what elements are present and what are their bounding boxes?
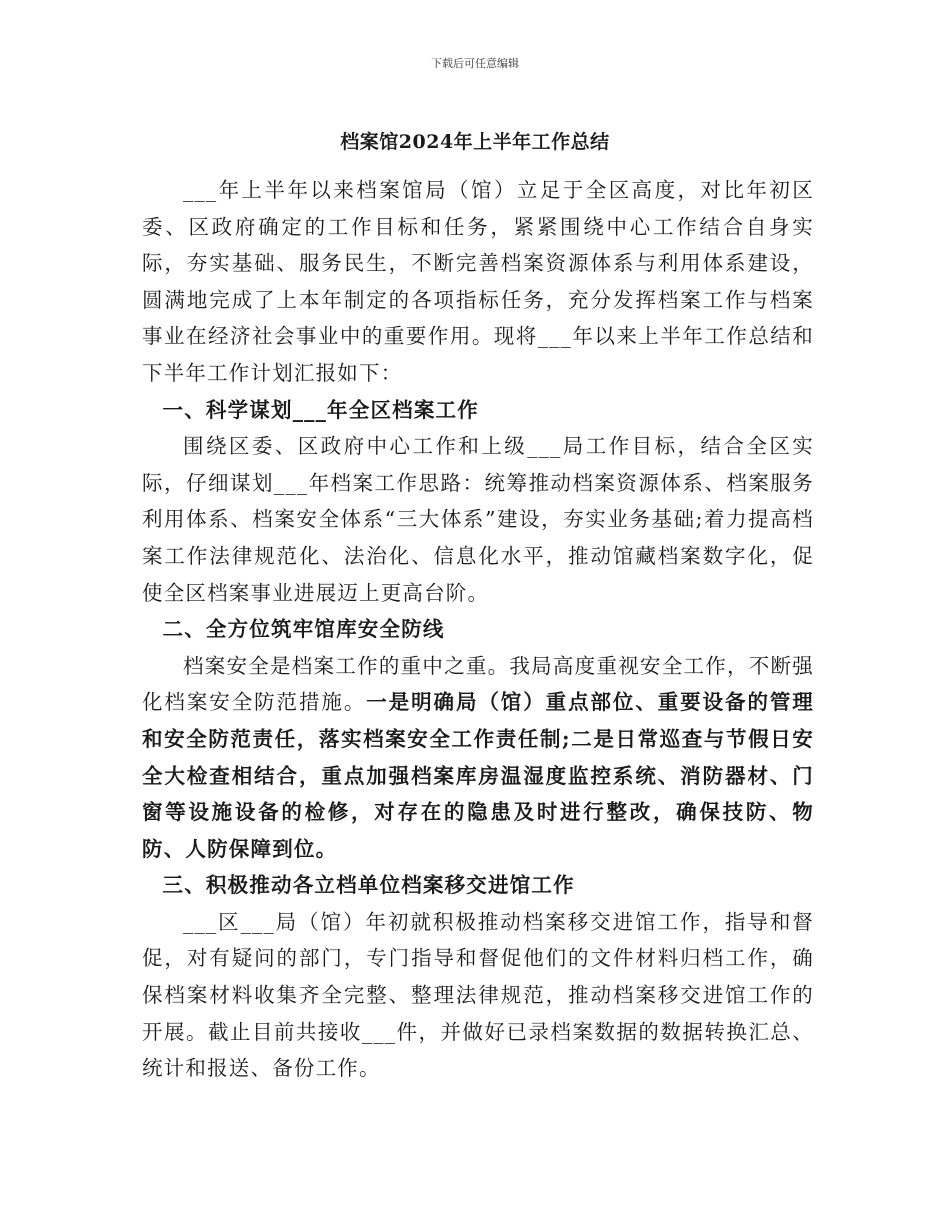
section-paragraph (142, 648, 814, 868)
section-heading: 二、全方位筑牢馆库安全防线 (162, 617, 445, 642)
intro-paragraph: ___年上半年以来档案馆局（馆）立足于全区高度，对比年初区委、区政府确定的工作目标和任务，紧紧围绕中心工作结合自身实际，夯实基础、服务民生，不断完善档案资源体系与利用体系建设，圆满地完成了上本年制定的各项指标任务，充分发挥档案工作与档案事业在经济社会事业中的重要作用。现将___年以来上半年工作总结和下半年工作计划汇报如下： (142, 178, 814, 385)
paragraph-text: 档案安全是档案工作的重中之重。我局高度重视安全工作，不断强化档案安全防范措施。 (142, 653, 814, 715)
section-paragraph: 围绕区委、区政府中心工作和上级___局工作目标，结合全区实际，仔细谋划___年档案工作思路：统筹推动档案资源体系、档案服务利用体系、档案安全体系“三大体系”建设，夯实业务基础;着力提高档案工作法律规范化、法治化、信息化水平，推动馆藏档案数字化，促使全区档案事业进展迈上更高台阶。 (142, 434, 814, 605)
header-note: 下载后可任意编辑 (431, 57, 519, 70)
section-heading: 一、科学谋划___年全区档案工作 (162, 397, 479, 422)
paragraph-bold-text: 一是明确局（馆）重点部位、重要设备的管理和安全防范责任，落实档案安全工作责任制;二是日常巡查与节假日安全大检查相结合，重点加强档案库房温湿度监控系统、消防器材、门窗等设施设备的检修，对存在的隐患及时进行整改，确保技防、物防、人防保障到位。 (142, 690, 815, 861)
section-paragraph: ___区___局（馆）年初就积极推动档案移交进馆工作，指导和督促，对有疑问的部门，专门指导和督促他们的文件材料归档工作，确保档案材料收集齐全完整、整理法律规范，推动档案移交进馆工作的开展。截止目前共接收___件，并做好已录档案数据的数据转换汇总、统计和报送、备份工作。 (142, 909, 814, 1081)
section-heading: 三、积极推动各立档单位档案移交进馆工作 (162, 873, 575, 898)
document-title: 档案馆2024年上半年工作总结 (340, 131, 610, 153)
document-body (142, 172, 814, 1087)
